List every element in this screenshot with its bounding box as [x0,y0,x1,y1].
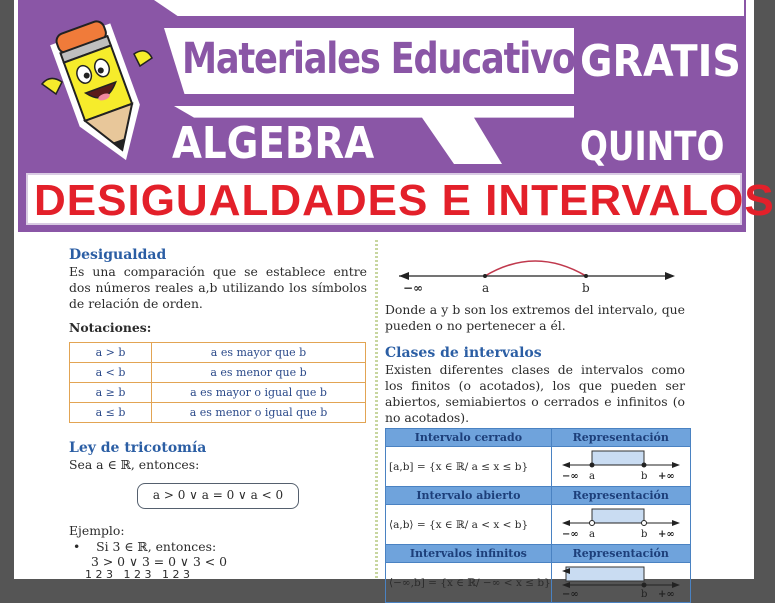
notation-meaning: a es mayor que b [152,343,366,363]
table-header-row [386,429,691,447]
table-row [386,505,691,545]
neg-infinity-label: −∞ [403,281,424,295]
table-row [70,403,366,423]
right-column [385,250,685,603]
svg-text:+∞: +∞ [657,589,675,600]
section-heading-clases: Clases de intervalos [385,345,542,361]
notation-meaning: a es menor o igual que b [152,403,366,423]
table-row [386,563,691,603]
section-header: Intervalo cerrado [386,429,552,447]
interval-representation [551,447,690,487]
interval-definition: ⟨a,b⟩ = {x ∈ ℝ/ a < x < b} [386,505,552,545]
table-row [386,447,691,487]
table-header-row [386,545,691,563]
interval-number-line [385,250,685,294]
ejemplo-bullet-text: Si 3 ∈ ℝ, entonces: [96,539,217,554]
svg-text:−∞: −∞ [561,471,579,482]
ejemplo-line: 3 > 0 ∨ 3 = 0 ∨ 3 < 0 [91,554,227,569]
notation-table [69,342,366,423]
left-column [69,246,367,581]
section-heading-tricotomia: Ley de tricotomía [69,440,207,456]
svg-text:b: b [640,471,648,482]
brand-title: Materiales Educativos [182,34,595,84]
svg-text:a: a [588,529,595,540]
section-header: Intervalos infinitos [386,545,552,563]
svg-text:b: b [640,529,648,540]
representation-header: Representación [551,429,690,447]
svg-text:+∞: +∞ [657,529,675,540]
header-top-strip [154,0,744,16]
table-header-row [386,487,691,505]
ejemplo-bullet [69,539,367,555]
infinite-interval-diagram [552,563,690,600]
svg-text:+∞: +∞ [657,471,675,482]
subject-label: ALGEBRA [172,118,375,169]
point-b-label: b [582,281,590,295]
desigualdad-definition: Es una comparación que se establece entre dos números reales a,b utilizando los símbolos de relación de orden. [69,264,367,311]
interval-representation [551,563,690,603]
closed-interval-diagram [552,447,690,481]
table-row [70,363,366,383]
tricotomia-formula-box: a > 0 ∨ a = 0 ∨ a < 0 [137,483,299,509]
open-interval-diagram [552,505,690,539]
pencil-mascot-icon [34,6,164,166]
free-badge: GRATIS [580,36,741,87]
tricotomia-intro: Sea a ∈ ℝ, entonces: [69,457,200,472]
interval-definition: [a,b] = {x ∈ ℝ/ a ≤ x ≤ b} [386,447,552,487]
svg-text:−∞: −∞ [561,529,579,540]
point-a-label: a [482,281,490,295]
table-row [70,343,366,363]
notation-symbol: a ≤ b [70,403,152,423]
arrow-right-icon [665,272,675,280]
interval-definition: ⟨−∞,b] = {x ∈ ℝ/ −∞ < x ≤ b} [386,563,552,603]
ejemplo-numbering: 1 2 3 1 2 3 1 2 3 [85,568,190,581]
header-banner [14,0,775,235]
bullet-icon: • [73,539,97,554]
interval-classes-table [385,428,691,603]
notation-meaning: a es menor que b [152,363,366,383]
interval-representation [551,505,690,545]
table-row [70,383,366,403]
ejemplo-label: Ejemplo: [69,523,125,538]
column-divider [375,240,378,579]
extremos-text: Donde a y b son los extremos del intervalo, que pueden o no pertenecer a él. [385,302,685,333]
clases-description: Existen diferentes clases de intervalos como los finitos (o acotados), los que pueden ser abiertos, semiabiertos o cerrados e infinitos (o no acotados). [385,362,685,425]
notation-symbol: a ≥ b [70,383,152,403]
section-header: Intervalo abierto [386,487,552,505]
grade-label: QUINTO [580,124,725,170]
notation-meaning: a es mayor o igual que b [152,383,366,403]
page-title: DESIGUALDADES E INTERVALOS [34,176,775,225]
notation-symbol: a > b [70,343,152,363]
representation-header: Representación [551,545,690,563]
notation-symbol: a < b [70,363,152,383]
svg-text:a: a [588,471,595,482]
svg-text:b: b [640,589,648,600]
worksheet-page [14,0,775,600]
interval-arc [485,261,586,276]
representation-header: Representación [551,487,690,505]
section-heading-desigualdad: Desigualdad [69,247,167,263]
arrow-left-icon [399,272,409,280]
svg-text:−∞: −∞ [561,589,579,600]
notaciones-label: Notaciones: [69,320,152,335]
